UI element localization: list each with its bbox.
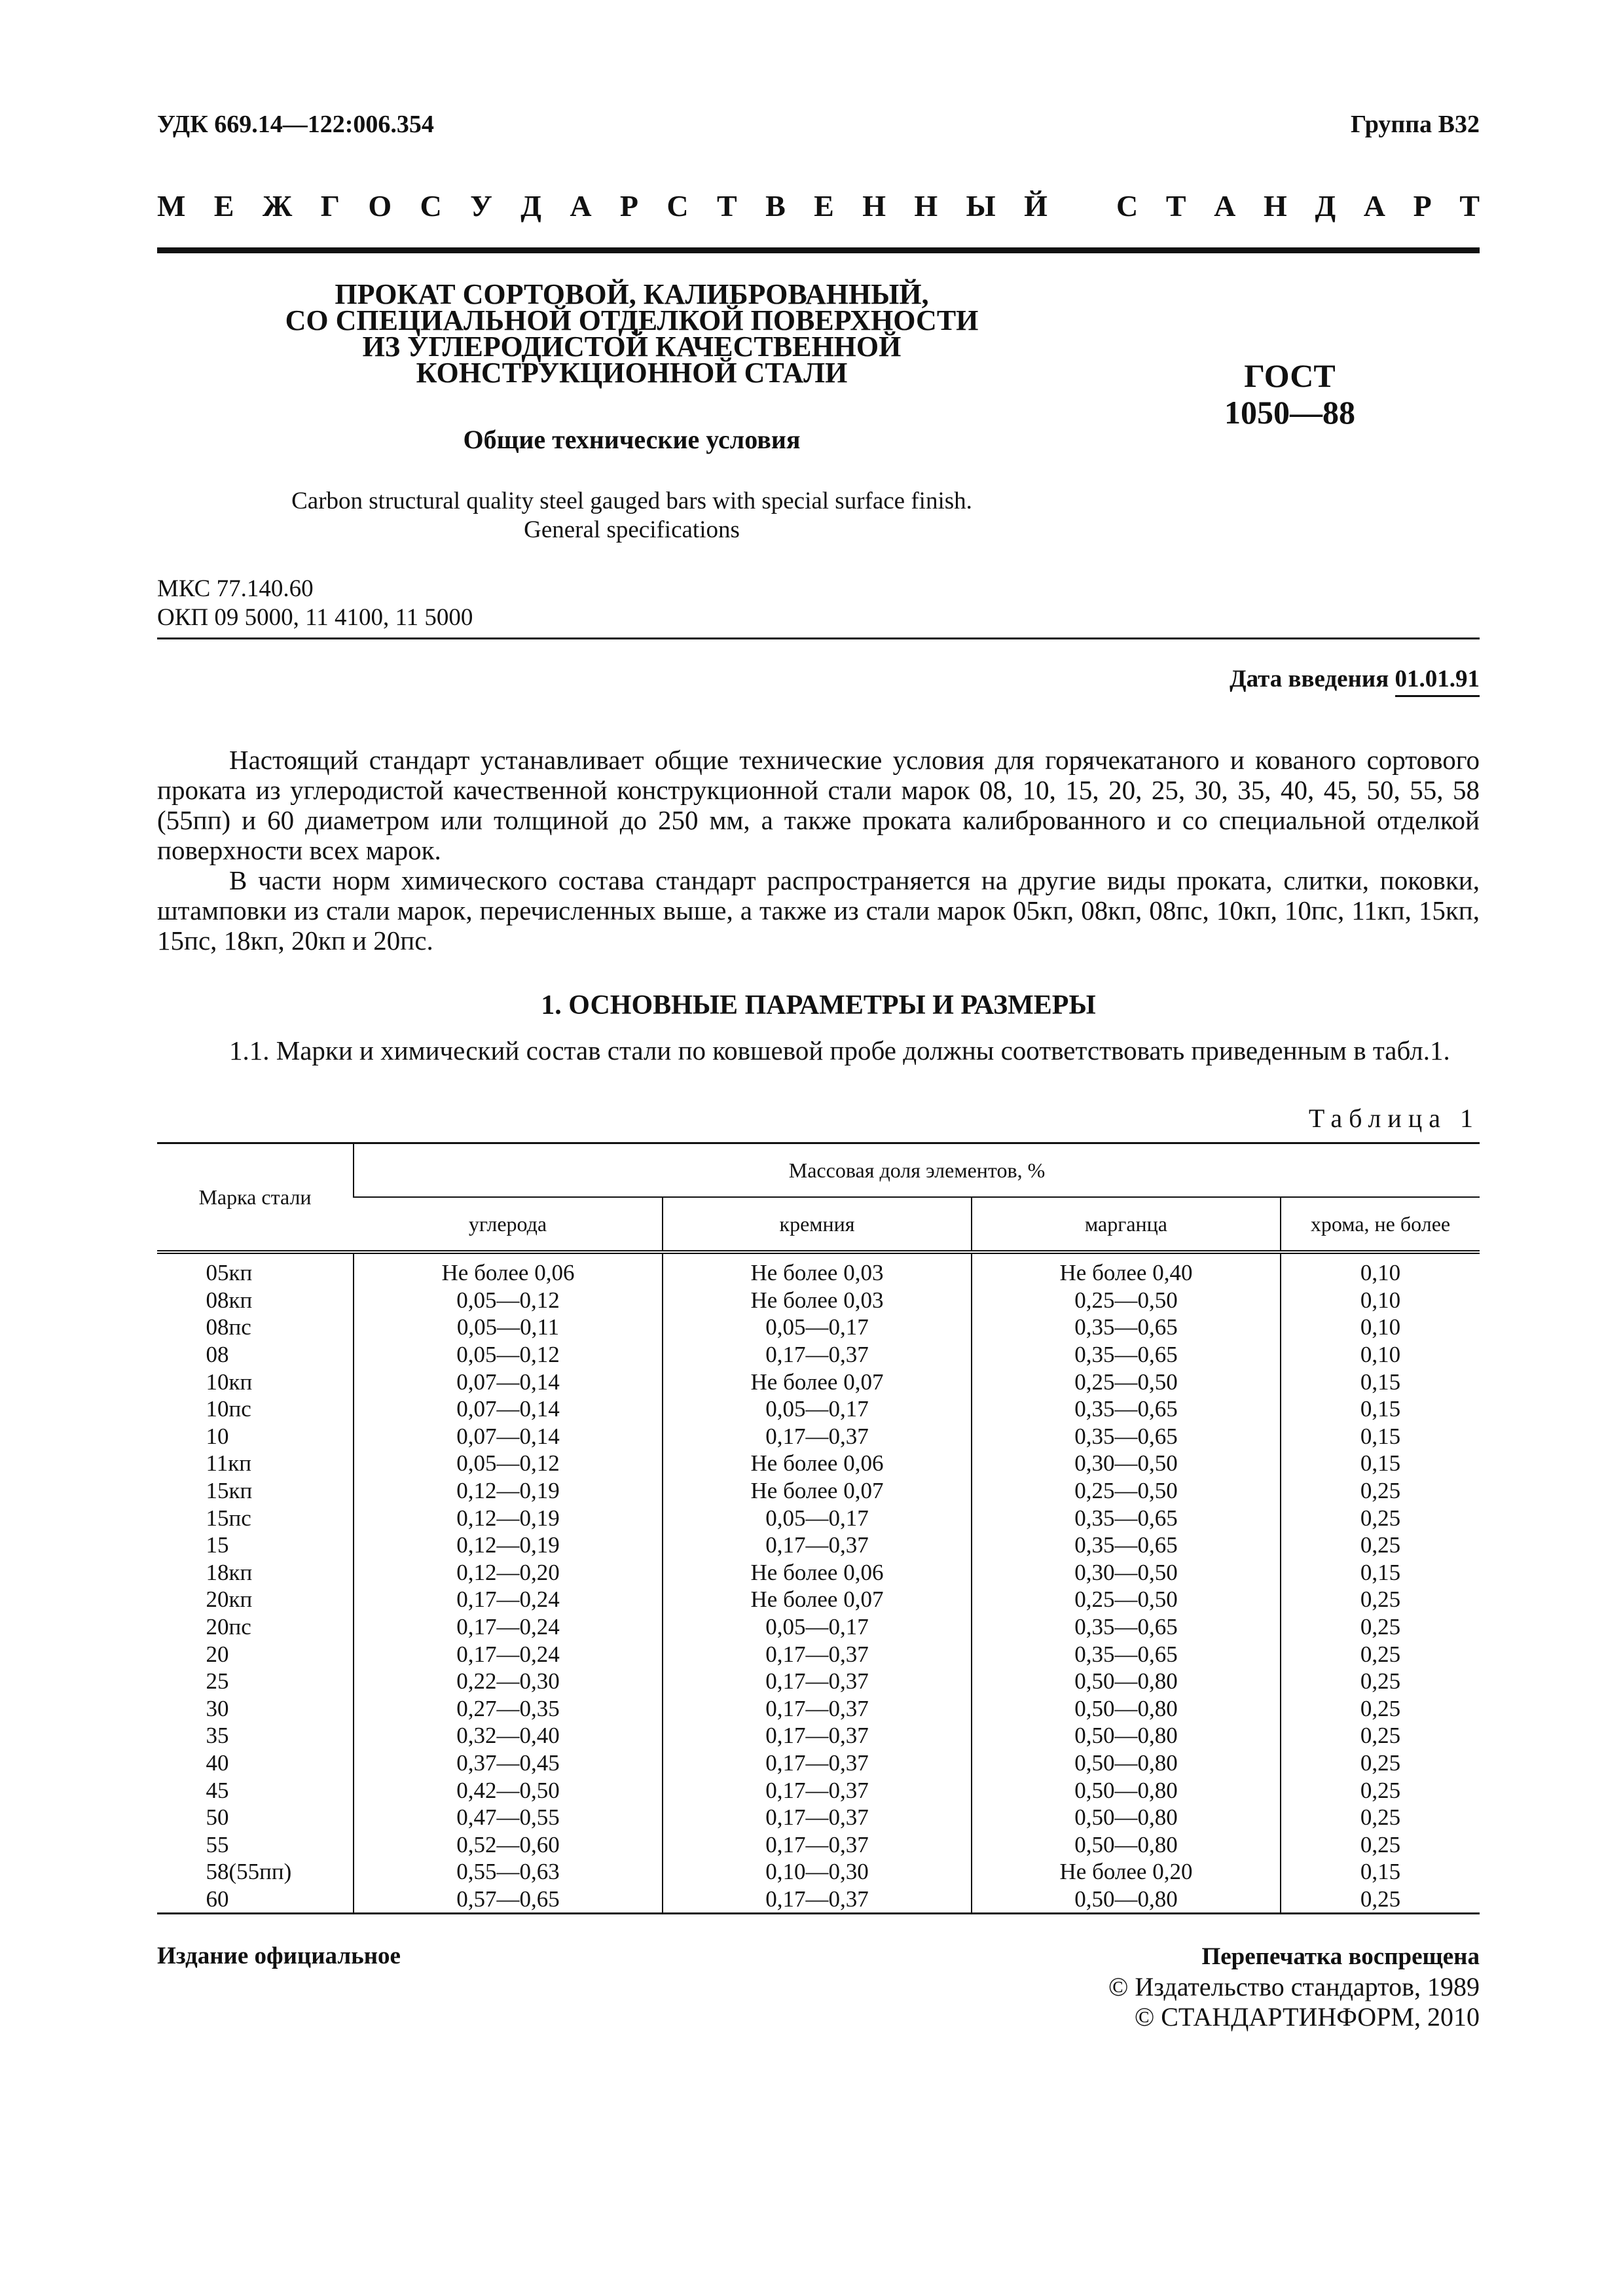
steel-grade-cell [157,1368,354,1395]
composition-cell: 0,47—0,55 [354,1804,663,1831]
composition-cell: 0,12—0,19 [354,1532,663,1559]
composition-cell: 0,05—0,17 [663,1314,972,1341]
composition-cell: Не более 0,07 [663,1586,972,1613]
composition-cell: 0,10 [1281,1252,1480,1287]
composition-cell: 0,17—0,37 [663,1695,972,1723]
banner-letter: А [570,189,592,223]
introduction-date-value: 01.01.91 [1395,666,1480,697]
composition-cell: 0,25 [1281,1749,1480,1777]
composition-cell: 0,17—0,37 [663,1341,972,1369]
banner-letter: Ы [966,189,996,223]
composition-cell: 0,17—0,37 [663,1776,972,1804]
copyright-block [1108,1942,1480,2032]
composition-cell: 0,12—0,20 [354,1559,663,1587]
table-row [157,1287,1480,1314]
column-header: кремния [663,1197,972,1252]
banner-letter: Н [862,189,886,223]
composition-cell: 0,17—0,37 [663,1749,972,1777]
steel-grade: 05кп [206,1260,253,1286]
banner-letter: Е [814,189,834,223]
composition-cell: 0,25 [1281,1504,1480,1532]
banner-letter: Н [1264,189,1287,223]
banner-letter: А [1363,189,1385,223]
steel-grade-cell [157,1287,354,1314]
okp-code: ОКП 09 5000, 11 4100, 11 5000 [157,604,473,631]
clause-paragraph [157,1035,1480,1066]
copyright-line: © Издательство стандартов, 1989 [1108,1972,1480,2001]
steel-grade-cell [157,1423,354,1450]
banner-letter: О [368,189,392,223]
steel-grade: 15 [206,1532,229,1558]
steel-grade: 55 [206,1831,229,1857]
composition-cell: 0,05—0,12 [354,1341,663,1369]
steel-grade: 08кп [206,1287,253,1313]
composition-cell: 0,25 [1281,1586,1480,1613]
steel-grade-cell [157,1722,354,1749]
introduction-date-label: Дата введения [1230,666,1389,692]
banner-letter: А [1214,189,1236,223]
composition-cell: 0,17—0,37 [663,1831,972,1858]
steel-grade-cell [157,1532,354,1559]
composition-cell: 0,55—0,63 [354,1858,663,1886]
composition-cell: Не более 0,20 [972,1858,1281,1886]
composition-cell: 0,25 [1281,1640,1480,1668]
table-row [157,1695,1480,1723]
banner-letter: Д [520,189,541,223]
composition-cell: 0,25 [1281,1477,1480,1505]
composition-cell: 0,17—0,24 [354,1586,663,1613]
composition-cell: 0,50—0,80 [972,1749,1281,1777]
composition-cell: 0,17—0,37 [663,1886,972,1914]
table-row [157,1749,1480,1777]
paragraph: В части норм химического состава стандарт распространяется на другие виды проката, слитки, поковки, штамповки из стали марок, перечисленных выше, а также из стали марок 05кп, 08кп, 08пс, 10кп, 10пс, 11кп, 15кп, 15пс, 18кп, 20кп и 20пс. [157,865,1480,956]
banner-letter: Й [1024,189,1048,223]
composition-cell: 0,25 [1281,1776,1480,1804]
udk-code: УДК 669.14—122:006.354 [157,111,434,138]
composition-cell: Не более 0,06 [663,1450,972,1477]
table-row [157,1858,1480,1886]
steel-grade: 40 [206,1749,229,1776]
composition-cell: 0,10—0,30 [663,1858,972,1886]
banner-letter: С [666,189,689,223]
composition-cell: 0,35—0,65 [972,1504,1281,1532]
english-title-line: General specifications [524,516,740,543]
table-row [157,1368,1480,1395]
steel-grade-cell [157,1831,354,1858]
steel-grade: 25 [206,1668,229,1695]
composition-cell: 0,35—0,65 [972,1395,1281,1423]
composition-cell: 0,50—0,80 [972,1668,1281,1695]
composition-cell: 0,32—0,40 [354,1722,663,1749]
composition-cell: 0,35—0,65 [972,1341,1281,1369]
composition-cell: 0,35—0,65 [972,1532,1281,1559]
steel-grade-cell [157,1886,354,1914]
intro-paragraphs [157,745,1480,956]
composition-cell: 0,25—0,50 [972,1586,1281,1613]
composition-cell: 0,57—0,65 [354,1886,663,1914]
banner-letter: Р [1413,189,1432,223]
composition-cell: 0,25 [1281,1532,1480,1559]
composition-cell: 0,25—0,50 [972,1368,1281,1395]
steel-grade-cell [157,1749,354,1777]
banner-letter: У [470,189,492,223]
composition-cell: 0,30—0,50 [972,1450,1281,1477]
composition-cell: 0,10 [1281,1287,1480,1314]
title-line: СО СПЕЦИАЛЬНОЙ ОТДЕЛКОЙ ПОВЕРХНОСТИ [285,304,979,336]
table-row [157,1668,1480,1695]
steel-grade: 10 [206,1423,229,1449]
group-code: Группа В32 [1350,111,1480,138]
composition-cell: 0,15 [1281,1559,1480,1587]
composition-cell: 0,17—0,24 [354,1640,663,1668]
gost-designation [1165,357,1414,431]
composition-cell: 0,25 [1281,1695,1480,1723]
table-row [157,1532,1480,1559]
composition-cell: 0,15 [1281,1450,1480,1477]
steel-grade: 60 [206,1886,229,1912]
classification-codes [157,575,473,632]
steel-grade: 20кп [206,1587,253,1613]
banner-letter: Н [914,189,938,223]
steel-grade-cell [157,1477,354,1505]
composition-cell: 0,35—0,65 [972,1314,1281,1341]
title-line: ИЗ УГЛЕРОДИСТОЙ КАЧЕСТВЕННОЙ [362,331,902,363]
composition-cell: 0,15 [1281,1395,1480,1423]
steel-grade-cell [157,1695,354,1723]
steel-grade-cell [157,1341,354,1369]
composition-cell: 0,35—0,65 [972,1423,1281,1450]
steel-grade-cell [157,1640,354,1668]
composition-cell: 0,50—0,80 [972,1776,1281,1804]
composition-cell: 0,15 [1281,1368,1480,1395]
banner-letter: Е [213,189,234,223]
composition-cell: 0,35—0,65 [972,1613,1281,1641]
column-header: углерода [354,1197,663,1252]
grade-column-header: Марка стали [157,1143,354,1253]
steel-grade-cell [157,1314,354,1341]
mass-fraction-header: Массовая доля элементов, % [354,1143,1480,1198]
steel-grade-cell [157,1450,354,1477]
steel-grade: 08 [206,1342,229,1368]
table-row [157,1477,1480,1505]
table-row [157,1314,1480,1341]
banner-letter: Ж [262,189,293,223]
steel-grade-cell [157,1586,354,1613]
mks-code: МКС 77.140.60 [157,575,314,602]
table-row [157,1831,1480,1858]
composition-cell: 0,35—0,65 [972,1640,1281,1668]
english-title [157,487,1106,545]
table-row [157,1450,1480,1477]
composition-cell: 0,52—0,60 [354,1831,663,1858]
introduction-date [1230,665,1480,693]
steel-grade-cell [157,1804,354,1831]
composition-cell: 0,50—0,80 [972,1804,1281,1831]
paragraph: Настоящий стандарт устанавливает общие технические условия для горячекатаного и кованого сортового проката из углеродистой качественной конструкционной стали марок 08, 10, 15, 20, 25, 30, 35, 40, 45, 50, 55, 58 (55пп) и 60 диаметром или толщиной до 250 мм, а также проката калиброванного и со специальной отделкой поверхности всех марок. [157,745,1480,865]
steel-grade-cell [157,1613,354,1641]
header-divider [157,247,1480,253]
chemical-composition-table [157,1142,1480,1914]
composition-cell: 0,27—0,35 [354,1695,663,1723]
table-row [157,1586,1480,1613]
composition-cell: Не более 0,07 [663,1368,972,1395]
composition-cell: 0,12—0,19 [354,1504,663,1532]
composition-cell: 0,05—0,12 [354,1450,663,1477]
table-row [157,1423,1480,1450]
composition-cell: 0,17—0,37 [663,1423,972,1450]
gost-label: ГОСТ [1244,357,1336,394]
composition-cell: 0,30—0,50 [972,1559,1281,1587]
steel-grade-cell [157,1858,354,1886]
composition-cell: 0,10 [1281,1314,1480,1341]
table-row [157,1776,1480,1804]
steel-grade: 11кп [206,1450,251,1477]
steel-grade: 08пс [206,1314,251,1340]
steel-grade-cell [157,1252,354,1287]
steel-grade: 15пс [206,1505,251,1531]
banner-letter: Д [1315,189,1336,223]
table-row [157,1395,1480,1423]
steel-grade: 45 [206,1777,229,1803]
composition-cell: 0,05—0,17 [663,1613,972,1641]
steel-grade-cell [157,1668,354,1695]
steel-grade: 20 [206,1641,229,1667]
composition-cell: 0,07—0,14 [354,1368,663,1395]
banner-letter: Р [619,189,639,223]
composition-cell: Не более 0,40 [972,1252,1281,1287]
banner-letter: Т [1165,189,1186,223]
composition-cell: 0,17—0,37 [663,1804,972,1831]
column-header: хрома, не более [1281,1197,1480,1252]
table-row [157,1722,1480,1749]
paragraph: 1.1. Марки и химический состав стали по ковшевой пробе должны соответствовать приведенным в табл.1. [229,1035,1450,1066]
composition-cell: Не более 0,03 [663,1287,972,1314]
composition-cell: 0,07—0,14 [354,1395,663,1423]
composition-cell: 0,25 [1281,1722,1480,1749]
composition-cell: 0,17—0,37 [663,1668,972,1695]
composition-cell: 0,07—0,14 [354,1423,663,1450]
standard-word [1116,188,1480,223]
steel-grade: 10кп [206,1369,253,1395]
table-caption: Таблица 1 [1308,1103,1480,1133]
header-row [157,110,1480,139]
composition-cell: 0,25 [1281,1804,1480,1831]
table-row [157,1252,1480,1287]
table-body [157,1252,1480,1914]
steel-grade: 10пс [206,1396,251,1422]
banner-letter: С [1116,189,1139,223]
composition-cell: 0,37—0,45 [354,1749,663,1777]
table-row [157,1886,1480,1914]
document-subtitle: Общие технические условия [463,425,801,454]
composition-cell: 0,25 [1281,1668,1480,1695]
composition-cell: 0,25—0,50 [972,1287,1281,1314]
steel-grade-cell [157,1395,354,1423]
composition-cell: 0,25 [1281,1831,1480,1858]
codes-divider [157,637,1480,639]
steel-grade: 35 [206,1723,229,1749]
composition-cell: 0,50—0,80 [972,1831,1281,1858]
title-line: ПРОКАТ СОРТОВОЙ, КАЛИБРОВАННЫЙ, [335,278,929,310]
document-title [196,278,1067,389]
composition-cell: 0,25 [1281,1886,1480,1914]
title-line: КОНСТРУКЦИОННОЙ СТАЛИ [416,357,848,389]
composition-cell: 0,25—0,50 [972,1477,1281,1505]
composition-cell: 0,05—0,11 [354,1314,663,1341]
steel-grade-cell [157,1504,354,1532]
steel-grade: 15кп [206,1478,253,1504]
composition-cell: 0,15 [1281,1423,1480,1450]
interstate-word [157,188,1048,223]
composition-cell: 0,42—0,50 [354,1776,663,1804]
official-edition-note: Издание официальное [157,1943,401,1969]
english-title-line: Carbon structural quality steel gauged bars with special surface finish. [291,488,972,514]
composition-cell: 0,17—0,37 [663,1532,972,1559]
steel-grade: 30 [206,1695,229,1721]
table-row [157,1804,1480,1831]
table-row [157,1613,1480,1641]
composition-cell: Не более 0,07 [663,1477,972,1505]
steel-grade-cell [157,1559,354,1587]
steel-grade: 50 [206,1804,229,1831]
steel-grade: 58(55пп) [206,1859,292,1885]
table-row [157,1341,1480,1369]
copyright-line: © СТАНДАРТИНФОРМ, 2010 [1134,2002,1480,2032]
composition-cell: Не более 0,03 [663,1252,972,1287]
banner-letter: М [157,189,186,223]
composition-cell: 0,10 [1281,1341,1480,1369]
banner-letter: Т [717,189,737,223]
composition-cell: 0,15 [1281,1858,1480,1886]
composition-cell: 0,17—0,24 [354,1613,663,1641]
composition-cell: 0,50—0,80 [972,1886,1281,1914]
composition-cell: 0,25 [1281,1613,1480,1641]
steel-grade-cell [157,1776,354,1804]
banner-letter: С [420,189,442,223]
composition-cell: 0,22—0,30 [354,1668,663,1695]
gost-number: 1050—88 [1224,394,1355,431]
steel-grade: 20пс [206,1614,251,1640]
composition-cell: Не более 0,06 [663,1559,972,1587]
banner-letter: В [765,189,786,223]
composition-cell: 0,17—0,37 [663,1640,972,1668]
reprint-prohibited-note: Перепечатка воспрещена [1201,1943,1480,1970]
steel-grade: 18кп [206,1559,253,1585]
table-row [157,1640,1480,1668]
table-row [157,1559,1480,1587]
composition-cell: 0,05—0,17 [663,1395,972,1423]
column-header: марганца [972,1197,1281,1252]
composition-cell: 0,50—0,80 [972,1695,1281,1723]
banner-letter: Г [320,189,340,223]
composition-cell: 0,50—0,80 [972,1722,1281,1749]
composition-cell: 0,17—0,37 [663,1722,972,1749]
interstate-standard-banner [157,188,1480,223]
banner-letter: Т [1459,189,1480,223]
composition-cell: 0,05—0,17 [663,1504,972,1532]
table-row [157,1504,1480,1532]
composition-cell: 0,12—0,19 [354,1477,663,1505]
composition-cell: Не более 0,06 [354,1252,663,1287]
composition-cell: 0,05—0,12 [354,1287,663,1314]
section-heading: 1. ОСНОВНЫЕ ПАРАМЕТРЫ И РАЗМЕРЫ [541,990,1096,1020]
